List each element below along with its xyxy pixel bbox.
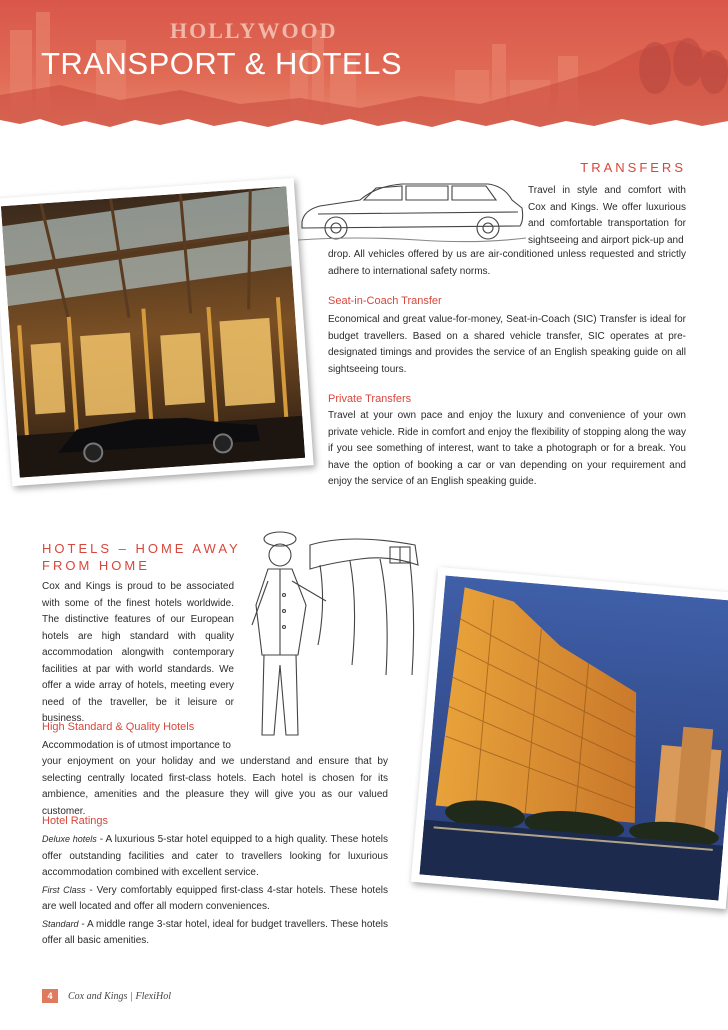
hotels-intro-text: Cox and Kings is proud to be associated with some of the finest hotels worldwide. The distinctive features of our European hotels are high standard with quality accommodation alongwith contemporary facilities at par with world standards. We offer a wide array of hotels, meeting every need of the traveller, be it leisure or business. xyxy=(42,581,234,724)
high-standard-text: your enjoyment on your holiday and we understand and ensure that by selecting centrally located first-class hotels. Each hotel is chosen for its ambience, amenities and the pleasure they will give you as our valued customer. xyxy=(42,756,388,817)
las-vegas-hotel-photo xyxy=(411,567,728,909)
rating-deluxe xyxy=(42,831,388,882)
rating-label: Standard xyxy=(42,918,79,929)
private-transfers-text: Travel at your own pace and enjoy the luxury and convenience of your own private vehicle. Ride in comfort and enjoy the flexibility of stopping along the way if you see something of interest, want to take a photograph or for a break. You have the option of booking a car or van depending on your requirement and enjoy the service of an English speaking guide. xyxy=(328,410,686,487)
sic-text: Economical and great value-for-money, Seat-in-Coach (SIC) Transfer is ideal for budget travellers. Based on a shared vehicle transfer, SIC operates at pre-designated timings and provides the service of an English speaking guide on all sightseeing tours. xyxy=(328,314,686,375)
rating-first-class xyxy=(42,882,388,916)
hotel-lobby-photo xyxy=(0,178,314,486)
hotel-ratings-list xyxy=(42,831,388,950)
doorman-sketch xyxy=(240,525,440,750)
high-standard-text-start: Accommodation is of utmost importance to xyxy=(42,740,231,751)
footer-product: FlexiHol xyxy=(135,990,172,1002)
hotel-ratings-heading: Hotel Ratings xyxy=(42,815,109,827)
footer-separator: | xyxy=(130,990,133,1002)
sic-heading: Seat-in-Coach Transfer xyxy=(328,295,442,307)
hollywood-sign: HOLLYWOOD xyxy=(170,18,338,43)
page-number: 4 xyxy=(42,989,58,1003)
rating-label: First Class xyxy=(42,884,86,895)
rating-standard xyxy=(42,916,388,950)
hotels-heading: HOTELS – HOME AWAY FROM HOME xyxy=(42,541,241,573)
footer-brand: Cox and Kings xyxy=(68,990,128,1002)
high-standard-heading: High Standard & Quality Hotels xyxy=(42,721,195,733)
rating-description: - Very comfortably equipped first-class 4-star hotels. These hotels are well located and offer all modern conveniences. xyxy=(42,884,388,912)
rating-description: - A middle range 3-star hotel, ideal for budget travellers. These hotels offer all basic amenities. xyxy=(42,918,388,946)
transfers-heading: TRANSFERS xyxy=(580,160,686,175)
private-transfers-heading: Private Transfers xyxy=(328,393,412,405)
header-banner xyxy=(0,0,728,135)
page-title: TRANSPORT & HOTELS xyxy=(41,46,402,81)
transfers-intro-text: Travel in style and comfort with Cox and Kings. We offer luxurious and comfortable transportation for sightseeing and airport pick-up and xyxy=(528,185,686,246)
page-footer xyxy=(42,988,171,1004)
rating-description: - A luxurious 5-star hotel equipped to a high quality. These hotels offer outstanding facilities and cater to travellers looking for luxurious accommodation combined with excellent service. xyxy=(42,834,388,878)
transfers-intro-continued: drop. All vehicles offered by us are air-conditioned unless requested and strictly adhere to international safety norms. xyxy=(328,249,686,277)
rating-label: Deluxe hotels xyxy=(42,834,97,844)
limousine-sketch xyxy=(298,170,526,250)
